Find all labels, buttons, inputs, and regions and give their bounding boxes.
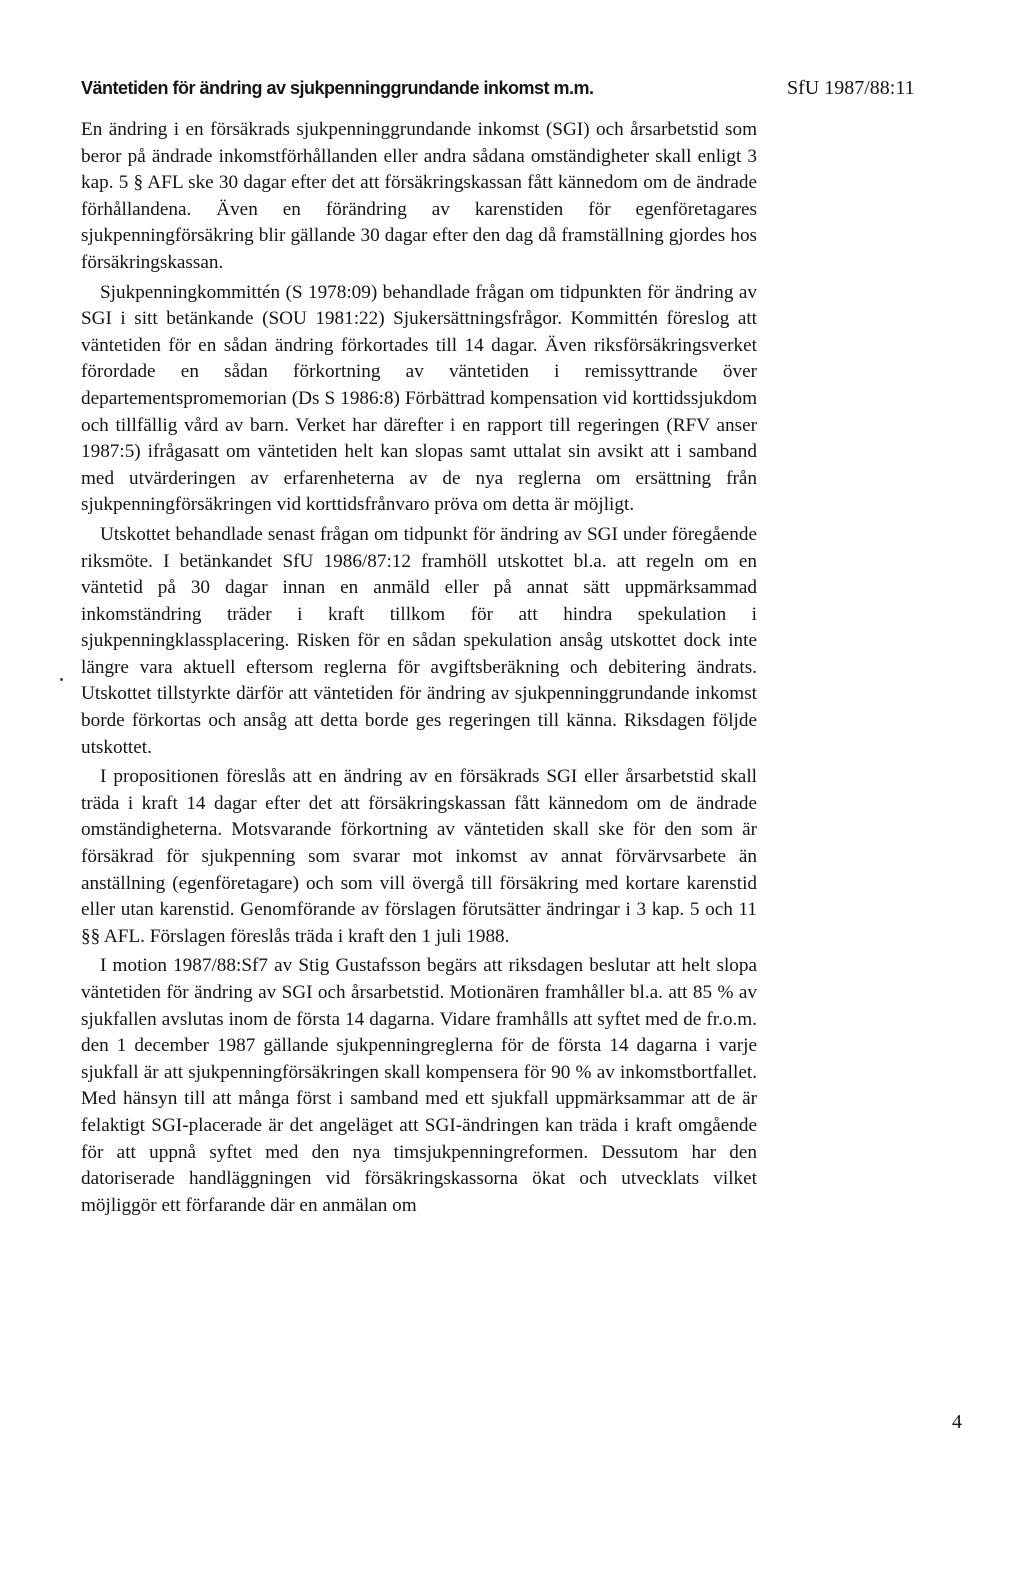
page-number: 4	[952, 1411, 962, 1433]
paragraph-3: Utskottet behandlade senast frågan om tidpunkt för ändring av SGI under föregående riksmöte. I betänkandet SfU 1986/87:12 framhöll utskottet bl.a. att regeln om en väntetid på 30 dagar innan en anmäld eller på annat sätt uppmärksammad inkomständring träder i kraft tillkom för att hindra spekulation i sjukpenningklassplacering. Risken för en sådan spekulation ansåg utskottet dock inte längre vara aktuell eftersom reglerna för avgiftsberäkning och debitering ändrats. Utskottet tillstyrkte därför att väntetiden för ändring av sjukpenninggrundande inkomst borde förkortas och ansåg att detta borde ges regeringen till känna. Riksdagen följde utskottet.	[81, 523, 757, 758]
paragraph-4: I propositionen föreslås att en ändring av en försäkrads SGI eller årsarbetstid skall träda i kraft 14 dagar efter det att försäkringskassan fått kännedom om de ändrade omständigheterna. Motsvarande förkortning av väntetiden skall ske för den som är försäkrad för sjukpenning som svarar mot inkomst av annat förvärvsarbete än anställning (egenföretagare) och som vill övergå till försäkring med kortare karenstid eller utan karenstid. Genomförande av förslagen förutsätter ändringar i 3 kap. 5 och 11 §§ AFL. Förslagen föreslås träda i kraft den 1 juli 1988.	[81, 766, 757, 947]
paragraph-2: Sjukpenningkommittén (S 1978:09) behandlade frågan om tidpunkten för ändring av SGI i sitt betänkande (SOU 1981:22) Sjukersättningsfrågor. Kommittén föreslog att väntetiden för en sådan ändring förkortades till 14 dagar. Även riksförsäkringsverket förordade en sådan förkortning av väntetiden i remissyttrande över departementspromemorian (Ds S 1986:8) Förbättrad kompensation vid korttidssjukdom och tillfällig vård av barn. Verket har därefter i en rapport till regeringen (RFV anser 1987:5) ifrågasatt om väntetiden helt kan slopas samt uttalat sin avsikt att i samband med utvärderingen av erfarenheterna av de nya reglerna om ersättning från sjukpenningförsäkringen vid korttidsfrånvaro pröva om detta är möjligt.	[81, 281, 757, 516]
paragraph-1: En ändring i en försäkrads sjukpenninggrundande inkomst (SGI) och årsarbetstid som beror på ändrade inkomstförhållanden eller andra sådana omständigheter skall enligt 3 kap. 5 § AFL ske 30 dagar efter det att försäkringskassan fått kännedom om de ändrade förhållandena. Även en förändring av karenstiden för egenföretagares sjukpenningförsäkring blir gällande 30 dagar efter den dag då framställning gjordes hos försäkringskassan.	[81, 119, 757, 273]
body-text	[81, 117, 757, 1219]
scan-speck	[60, 678, 63, 681]
document-reference: SfU 1987/88:11	[787, 77, 915, 99]
section-heading: Väntetiden för ändring av sjukpenninggrundande inkomst m.m.	[81, 78, 594, 98]
paragraph-5: I motion 1987/88:Sf7 av Stig Gustafsson begärs att riksdagen beslutar att helt slopa väntetiden för ändring av SGI och årsarbetstid. Motionären framhåller bl.a. att 85 % av sjukfallen avslutas inom de första 14 dagarna. Vidare framhålls att syftet med de fr.o.m. den 1 december 1987 gällande sjukpenningreglerna för de första 14 dagarna i varje sjukfall är att sjukpenningförsäkringen skall kompensera för 90 % av inkomstbortfallet. Med hänsyn till att många först i samband med ett sjukfall uppmärksammar att de är felaktigt SGI-placerade är det angeläget att SGI-ändringen kan träda i kraft omgående för att uppnå syftet med den nya timsjukpenningreformen. Dessutom har den datoriserade handläggningen vid försäkringskassorna ökat och utvecklats vilket möjliggör ett förfarande där en anmälan om	[81, 955, 757, 1216]
